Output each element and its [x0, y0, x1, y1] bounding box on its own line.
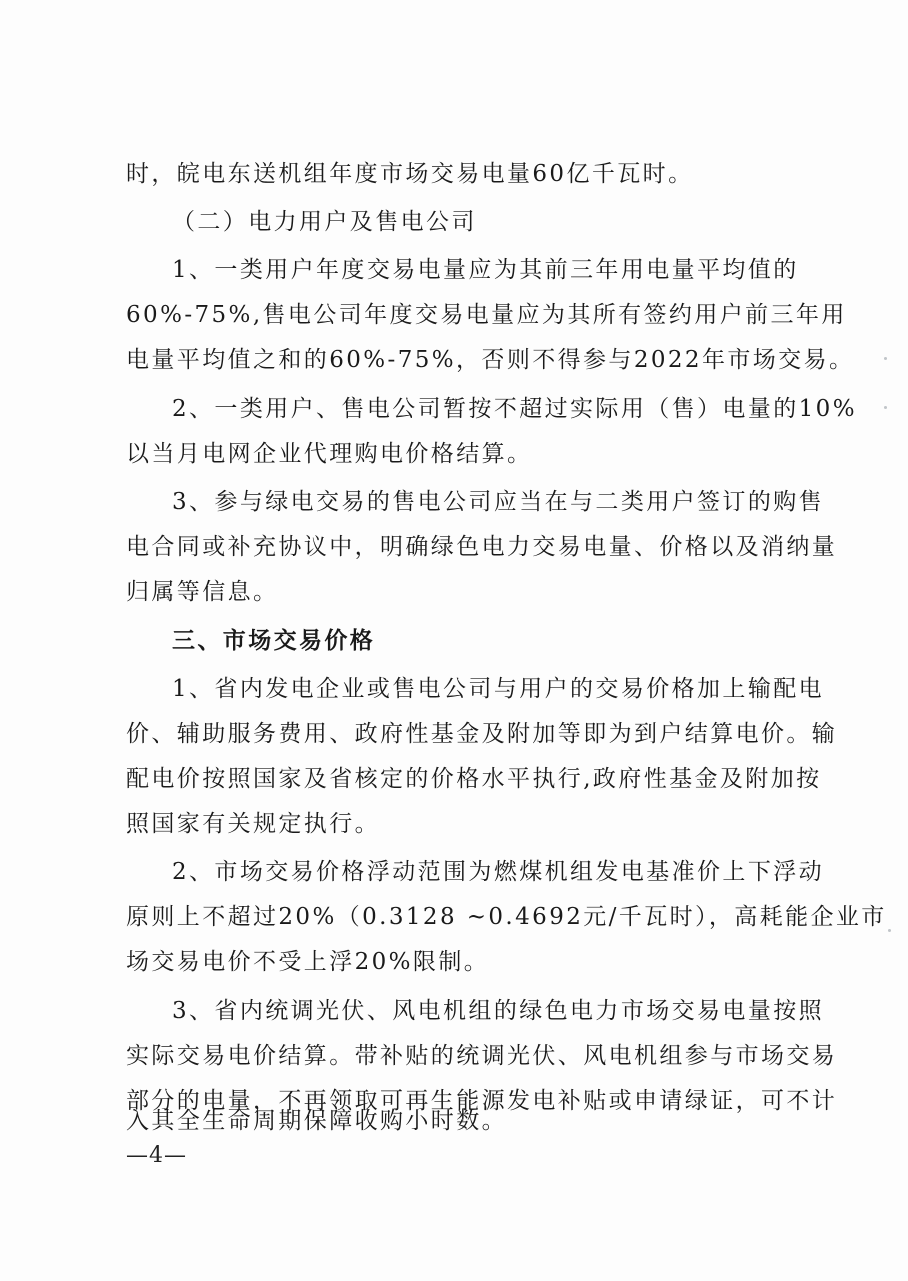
paragraph-line-20: 实际交易电价结算。带补贴的统调光伏、风电机组参与市场交易	[126, 1043, 838, 1069]
scan-speck	[884, 357, 887, 360]
paragraph-line-10: 归属等信息。	[126, 579, 279, 605]
paragraph-line-9: 电合同或补充协议中，明确绿色电力交易电量、价格以及消纳量	[126, 534, 838, 560]
scan-speck	[884, 406, 887, 409]
paragraph-line-13: 价、辅助服务费用、政府性基金及附加等即为到户结算电价。输	[126, 721, 838, 747]
paragraph-line-3: 1、一类用户年度交易电量应为其前三年用电量平均值的	[172, 257, 799, 283]
paragraph-line-1: 时，皖电东送机组年度市场交易电量60亿千瓦时。	[126, 161, 694, 187]
scan-speck	[888, 929, 891, 932]
paragraph-line-16: 2、市场交易价格浮动范围为燃煤机组发电基准价上下浮动	[172, 859, 825, 885]
section-heading-market-price: 三、市场交易价格	[172, 627, 376, 654]
paragraph-line-8: 3、参与绿电交易的售电公司应当在与二类用户签订的购售	[172, 489, 825, 515]
paragraph-line-19: 3、省内统调光伏、风电机组的绿色电力市场交易电量按照	[172, 998, 825, 1024]
section-heading-power-users: （二）电力用户及售电公司	[172, 209, 477, 235]
paragraph-line-6: 2、一类用户、售电公司暂按不超过实际用（售）电量的10%	[172, 396, 857, 422]
paragraph-line-12: 1、省内发电企业或售电公司与用户的交易价格加上输配电	[172, 676, 825, 702]
paragraph-line-15: 照国家有关规定执行。	[126, 811, 380, 837]
paragraph-line-17: 原则上不超过20%（0.3128 ~0.4692元/千瓦时），高耗能企业市	[126, 904, 887, 930]
paragraph-line-14: 配电价按照国家及省核定的价格水平执行,政府性基金及附加按	[126, 766, 822, 792]
paragraph-line-22: 入其全生命周期保障收购小时数。	[126, 1108, 507, 1134]
paragraph-line-7: 以当月电网企业代理购电价格结算。	[126, 441, 533, 467]
page-number: —4—	[126, 1143, 187, 1168]
paragraph-line-5: 电量平均值之和的60%-75%，否则不得参与2022年市场交易。	[126, 347, 855, 373]
paragraph-line-4: 60%-75%,售电公司年度交易电量应为其所有签约用户前三年用	[126, 302, 847, 328]
paragraph-line-21: 部分的电量，不再领取可再生能源发电补贴或申请绿证，可不计	[126, 1088, 838, 1114]
paragraph-line-18: 场交易电价不受上浮20%限制。	[126, 949, 490, 975]
